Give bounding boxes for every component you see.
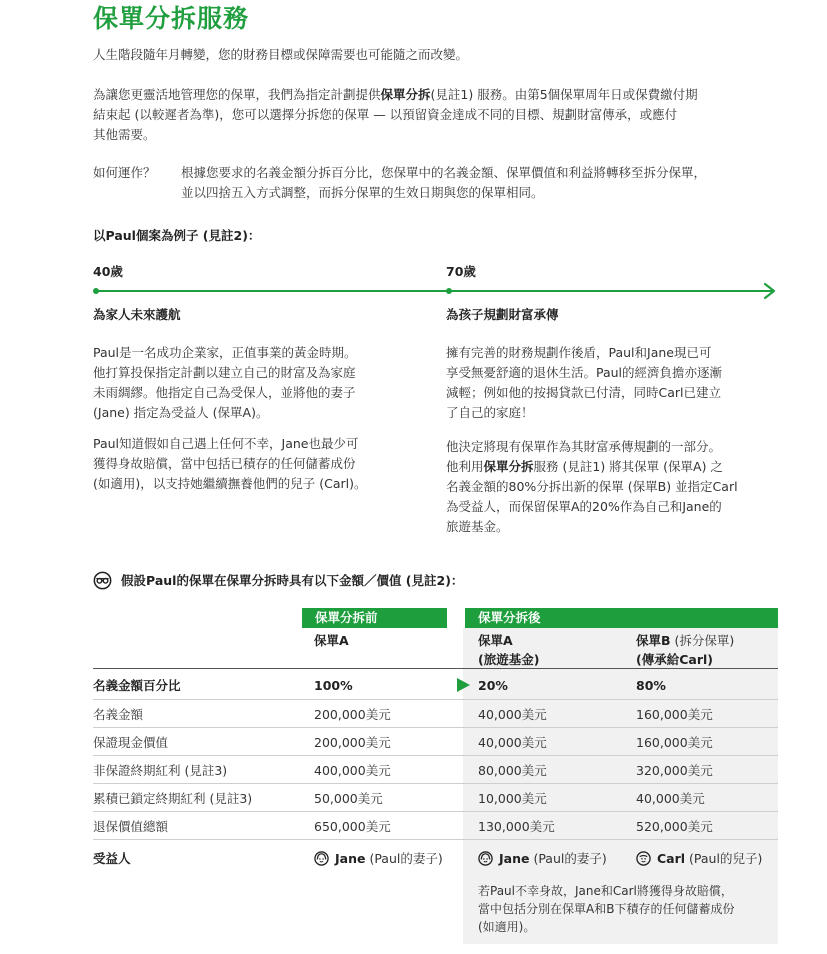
- row-after-b-terminal-bonus: 320,000美元: [636, 763, 713, 778]
- woman-icon: [314, 851, 329, 866]
- row-label-guaranteed-cash: 保證現金價值: [93, 735, 169, 750]
- intro-paragraph-1: 人生階段隨年月轉變，您的財務目標或保障需要也可能隨之而改變。: [93, 47, 469, 62]
- row-before-guaranteed-cash: 200,000美元: [314, 735, 391, 750]
- timeline-dot-70: [446, 288, 452, 294]
- col-after-policy-b: 保單B (拆分保單) (傳承給Carl): [636, 633, 735, 667]
- row-divider: [93, 699, 778, 700]
- row-label-notional: 名義金額: [93, 707, 144, 722]
- row-before-terminal-bonus: 400,000美元: [314, 763, 391, 778]
- row-after-a-terminal-bonus: 80,000美元: [478, 763, 547, 778]
- death-benefit-note: 若Paul不幸身故，Jane和Carl將獲得身故賠償， 當中包括分別在保單A和B下積存的任何儲蓄成份 (如適用)。: [478, 884, 735, 934]
- row-after-a-notional: 40,000美元: [478, 707, 547, 722]
- right-paragraph-2: 他決定將現有保單作為其財富承傳規劃的一部分。 他利用保單分拆服務 (見註1) 將其保單 (保單A) 之 名義金額的80%分拆出新的保單 (保單B) 並指定Carl 為受益人，而保留保單A的20%作為自己和Jane的 旅遊基金。: [446, 439, 738, 534]
- col-after-policy-a: 保單A (旅遊基金): [478, 633, 540, 667]
- row-after-a-locked-bonus: 10,000美元: [478, 791, 547, 806]
- row-label-locked-bonus: 累積已鎖定終期紅利 (見註3): [93, 791, 253, 806]
- age-40-label: 40歲: [93, 264, 123, 279]
- left-paragraph-1: Paul是一名成功企業家，正值事業的黃金時期。 他打算投保指定計劃以建立自己的財富及為家庭 未雨綢繆。他指定自己為受保人，並將他的妻子 (Jane) 指定為受益人 (保單A)。: [93, 345, 357, 420]
- row-after-b-surrender-value: 520,000美元: [636, 819, 713, 834]
- beneficiary-after-b: Carl (Paul的兒子): [636, 849, 762, 868]
- intro-paragraph-2: 為讓您更靈活地管理您的保單，我們為指定計劃提供保單分拆(見註1) 服務。由第5個保單周年日或保費繳付期 結束起 (以較遲者為準)，您可以選擇分拆您的保單 — 以預留資金達成不同的目標、規劃財富傳承，或應付 其他需要。: [93, 87, 698, 142]
- beneficiary-before: Jane (Paul的妻子): [314, 849, 443, 868]
- row-after-b-locked-bonus: 40,000美元: [636, 791, 705, 806]
- right-heading: 為孩子規劃財富承傳: [446, 307, 559, 322]
- row-label-percentage: 名義金額百分比: [93, 678, 181, 693]
- row-label-beneficiary: 受益人: [93, 851, 131, 866]
- row-after-b-notional: 160,000美元: [636, 707, 713, 722]
- example-heading: 以Paul個案為例子 (見註2)：: [93, 228, 261, 243]
- glasses-icon: [93, 571, 112, 590]
- play-triangle-icon: [457, 678, 470, 692]
- row-label-surrender-value: 退保價值總額: [93, 819, 169, 834]
- left-paragraph-2: Paul知道假如自己遇上任何不幸，Jane也最少可 獲得身故賠償，當中包括已積存的任何儲蓄成份 (如適用)，以支持她繼續撫養他們的兒子 (Carl)。: [93, 436, 367, 491]
- timeline-line: [96, 290, 772, 292]
- how-it-works-label: 如何運作？: [93, 165, 156, 180]
- table-intro: 假設Paul的保單在保單分拆時具有以下金額／價值 (見註2)：: [121, 573, 464, 588]
- row-after-b-guaranteed-cash: 160,000美元: [636, 735, 713, 750]
- row-label-terminal-bonus: 非保證終期紅利 (見註3): [93, 763, 228, 778]
- woman-icon: [478, 851, 493, 866]
- row-before-notional: 200,000美元: [314, 707, 391, 722]
- row-after-a-percentage: 20%: [478, 678, 508, 693]
- right-paragraph-1: 擁有完善的財務規劃作後盾，Paul和Jane現已可 享受無憂舒適的退休生活。Paul的經濟負擔亦逐漸 減輕；例如他的按揭貸款已付清，同時Carl已建立 了自己的家庭！: [446, 345, 723, 420]
- policy-split-highlight: 保單分拆: [380, 87, 431, 102]
- row-divider: [93, 839, 778, 840]
- left-heading: 為家人未來護航: [93, 307, 181, 322]
- beneficiary-after-a: Jane (Paul的妻子): [478, 849, 607, 868]
- page-title: 保單分拆服務: [93, 4, 250, 33]
- man-icon: [636, 851, 651, 866]
- row-divider: [93, 783, 778, 784]
- row-divider: [93, 755, 778, 756]
- row-after-b-percentage: 80%: [636, 678, 666, 693]
- row-before-surrender-value: 650,000美元: [314, 819, 391, 834]
- row-after-a-surrender-value: 130,000美元: [478, 819, 555, 834]
- age-70-label: 70歲: [446, 264, 476, 279]
- row-divider: [93, 727, 778, 728]
- timeline-dot-40: [93, 288, 99, 294]
- row-before-percentage: 100%: [314, 678, 353, 693]
- arrow-right-icon: [760, 281, 780, 301]
- row-before-locked-bonus: 50,000美元: [314, 791, 383, 806]
- row-after-a-guaranteed-cash: 40,000美元: [478, 735, 547, 750]
- table-header-divider: [93, 668, 778, 669]
- after-split-band: 保單分拆後: [465, 608, 778, 628]
- col-before-policy-a: 保單A: [314, 633, 349, 648]
- before-split-band: 保單分拆前: [302, 608, 447, 628]
- how-it-works-text: 根據您要求的名義金額分拆百分比，您保單中的名義金額、保單價值和利益將轉移至拆分保單， 並以四捨五入方式調整，而拆分保單的生效日期與您的保單相同。: [181, 165, 707, 200]
- row-divider: [93, 811, 778, 812]
